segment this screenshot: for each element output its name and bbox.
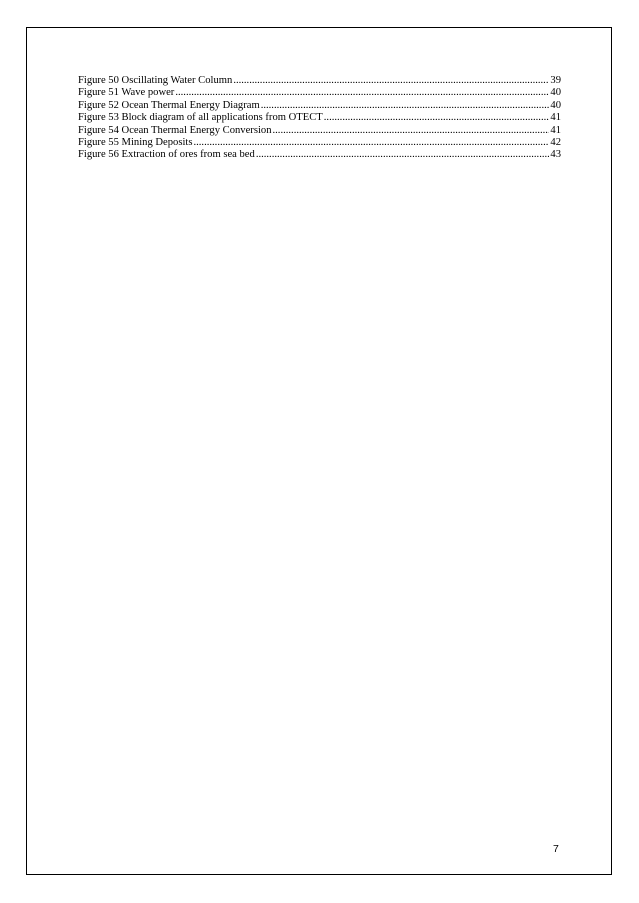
toc-dot-leader [324, 112, 550, 124]
toc-entry[interactable] [78, 112, 561, 124]
toc-entry-page: 40 [550, 87, 561, 99]
page-number: 7 [553, 843, 559, 855]
toc-entry-page: 41 [550, 112, 561, 124]
toc-entry-title: Figure 51 Wave power [78, 87, 175, 99]
toc-entry-title: Figure 56 Extraction of ores from sea bed [78, 149, 255, 161]
toc-entry-title: Figure 50 Oscillating Water Column [78, 75, 233, 86]
toc-dot-leader [193, 137, 549, 149]
toc-dot-leader [175, 87, 549, 99]
toc-entry[interactable] [78, 87, 561, 99]
toc-dot-leader [273, 125, 550, 137]
toc-entry-page: 42 [550, 136, 561, 148]
toc-entry-title: Figure 55 Mining Deposits [78, 136, 193, 148]
toc-entry-page: 40 [550, 99, 561, 111]
toc-dot-leader [256, 149, 550, 161]
toc-entry-page: 41 [550, 124, 561, 136]
list-of-figures [78, 75, 561, 162]
toc-entry-page: 43 [550, 149, 561, 161]
toc-entry-title: Figure 54 Ocean Thermal Energy Conversion [78, 124, 272, 136]
toc-dot-leader [261, 100, 550, 112]
toc-entry[interactable] [78, 149, 561, 161]
toc-entry[interactable] [78, 137, 561, 149]
toc-entry-page: 39 [550, 75, 561, 86]
toc-entry[interactable] [78, 125, 561, 137]
toc-entry[interactable] [78, 100, 561, 112]
toc-dot-leader [233, 75, 549, 87]
toc-entry-title: Figure 52 Ocean Thermal Energy Diagram [78, 99, 260, 111]
toc-entry[interactable] [78, 75, 561, 87]
toc-entry-title: Figure 53 Block diagram of all applications from OTECT [78, 112, 323, 124]
